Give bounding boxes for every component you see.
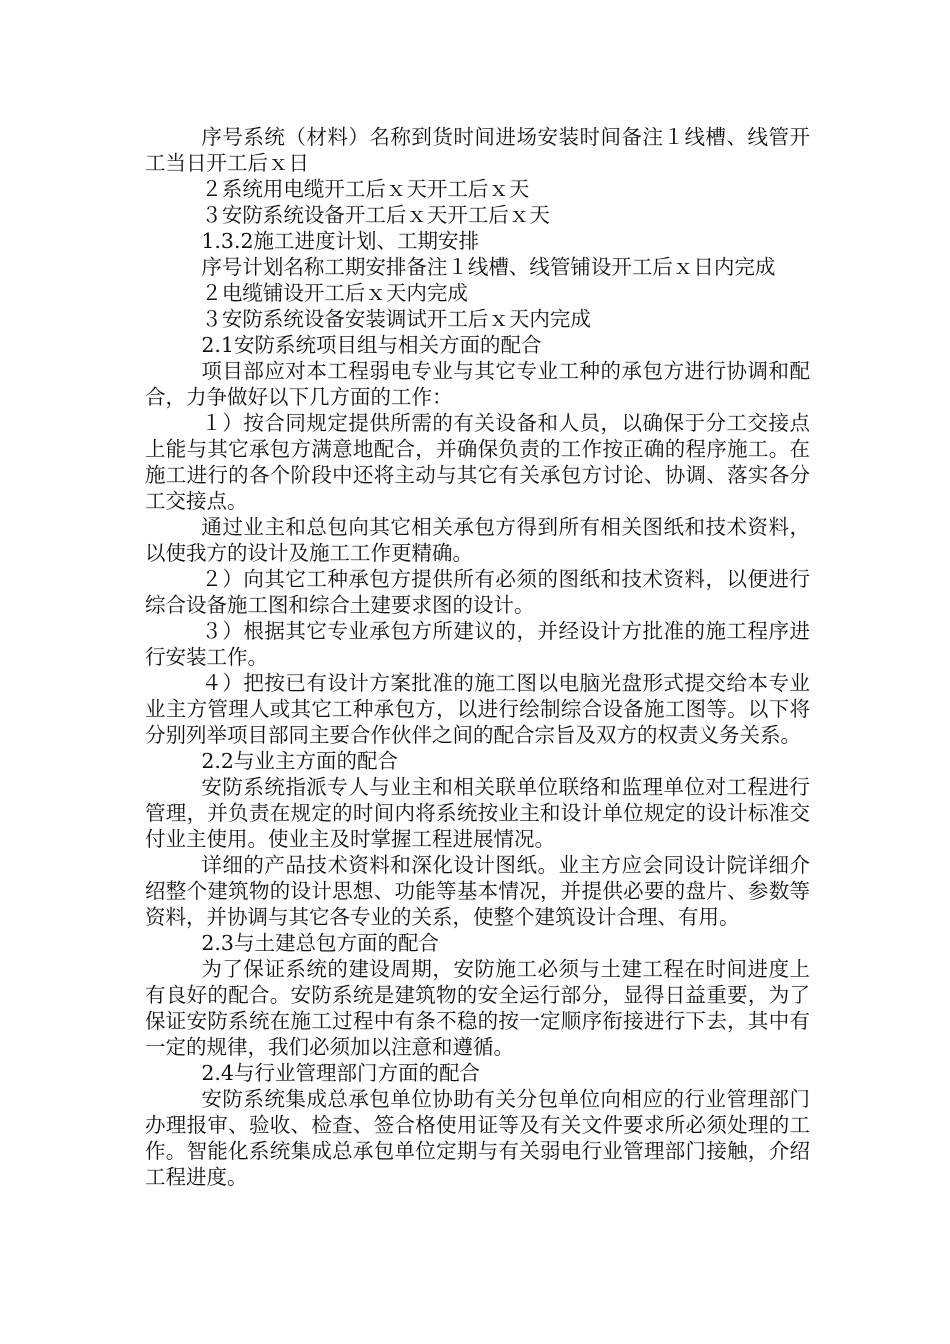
paragraph-owner-coordination: 安防系统指派专人与业主和相关联单位联络和监理单位对工程进行管理，并负责在规定的时间内将系统按业主和设计单位规定的设计标准交付业主使用。使业主及时掌握工程进展情况。	[145, 775, 810, 851]
section-heading-2-4: 2.4与行业管理部门方面的配合	[201, 1061, 480, 1085]
section-heading-2-1: 2.1安防系统项目组与相关方面的配合	[201, 333, 542, 357]
section-heading-1-3-2: 1.3.2施工进度计划、工期安排	[201, 229, 480, 253]
section-heading-2-3: 2.3与土建总包方面的配合	[201, 931, 439, 955]
paragraph-item-2: ２）向其它工种承包方提供所有必须的图纸和技术资料，以便进行综合设备施工图和综合土建要求图的设计。	[145, 567, 810, 617]
paragraph-material-row-3: ３安防系统设备开工后ｘ天开工后ｘ天	[201, 203, 550, 227]
paragraph-plan-row-2: ２电缆铺设开工后ｘ天内完成	[201, 281, 468, 305]
document-page	[145, 124, 810, 1190]
paragraph-plan-row-3: ３安防系统设备安装调试开工后ｘ天内完成	[201, 307, 591, 331]
paragraph-material-row-2: ２系统用电缆开工后ｘ天开工后ｘ天	[201, 177, 530, 201]
paragraph-owner-documents: 详细的产品技术资料和深化设计图纸。业主方应会同设计院详细介绍整个建筑物的设计思想、功能等基本情况，并提供必要的盘片、参数等资料，并协调与其它各专业的关系，使整个建筑设计合理、有用。	[145, 853, 810, 929]
paragraph-drawings: 通过业主和总包向其它相关承包方得到所有相关图纸和技术资料，以使我方的设计及施工工作更精确。	[145, 515, 810, 565]
paragraph-coordination-intro: 项目部应对本工程弱电专业与其它专业工种的承包方进行协调和配合，力争做好以下几方面的工作：	[145, 359, 810, 409]
paragraph-civil-coordination: 为了保证系统的建设周期，安防施工必须与土建工程在时间进度上有良好的配合。安防系统是建筑物的安全运行部分，显得日益重要，为了保证安防系统在施工过程中有条不稳的按一定顺序衔接进行下去，其中有一定的规律，我们必须加以注意和遵循。	[145, 957, 810, 1059]
paragraph-item-3: ３）根据其它专业承包方所建议的，并经设计方批准的施工程序进行安装工作。	[145, 619, 810, 669]
section-heading-2-2: 2.2与业主方面的配合	[201, 749, 398, 773]
paragraph-item-1: １）按合同规定提供所需的有关设备和人员，以确保于分工交接点上能与其它承包方满意地配合，并确保负责的工作按正确的程序施工。在施工进行的各个阶段中还将主动与其它有关承包方讨论、协调、落实各分工交接点。	[145, 411, 810, 513]
paragraph-plan-table: 序号计划名称工期安排备注１线槽、线管铺设开工后ｘ日内完成	[201, 255, 776, 279]
paragraph-item-4: ４）把按已有设计方案批准的施工图以电脑光盘形式提交给本专业业主方管理人或其它工种承包方，以进行绘制综合设备施工图等。以下将分别列举项目部同主要合作伙伴之间的配合宗旨及双方的权责义务关系。	[145, 671, 810, 747]
paragraph-material-schedule-table: 序号系统（材料）名称到货时间进场安装时间备注１线槽、线管开工当日开工后ｘ日	[145, 125, 810, 175]
paragraph-authority-coordination: 安防系统集成总承包单位协助有关分包单位向相应的行业管理部门办理报审、验收、检查、签合格使用证等及有关文件要求所必须处理的工作。智能化系统集成总承包单位定期与有关弱电行业管理部门接触，介绍工程进度。	[145, 1087, 810, 1189]
